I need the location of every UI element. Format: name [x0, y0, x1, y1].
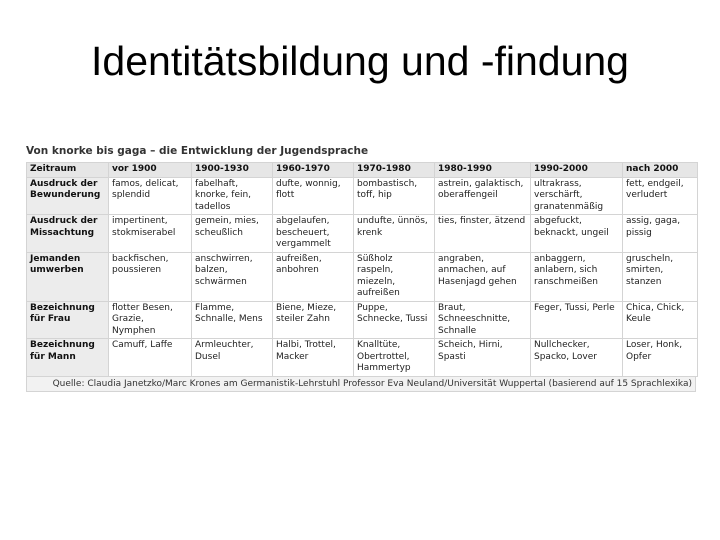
table-cell: Camuff, Laffe	[109, 339, 191, 376]
table-cell: Armleuchter, Dusel	[192, 339, 272, 376]
table-cell: Chica, Chick, Keule	[623, 302, 697, 339]
column-header: 1960-1970	[273, 163, 353, 177]
table-cell: ultrakrass, verschärft, granatenmäßig	[531, 178, 622, 215]
table-cell: Braut, Schneeschnitte, Schnalle	[435, 302, 530, 339]
table-row	[27, 178, 697, 215]
slide-title: Identitätsbildung und -findung	[91, 38, 629, 84]
row-header: Bezeichnung für Mann	[27, 339, 108, 376]
table-cell: Biene, Mieze, steiler Zahn	[273, 302, 353, 339]
table-cell: anschwirren, balzen, schwärmen	[192, 253, 272, 301]
table-cell: flotter Besen, Grazie, Nymphen	[109, 302, 191, 339]
column-header: 1990-2000	[531, 163, 622, 177]
row-header: Bezeichnung für Frau	[27, 302, 108, 339]
column-header: Zeitraum	[27, 163, 108, 177]
table-cell: fabelhaft, knorke, fein, tadellos	[192, 178, 272, 215]
table-cell: anbaggern, anlabern, sich ranschmeißen	[531, 253, 622, 301]
table-cell: abgefuckt, beknackt, ungeil	[531, 215, 622, 252]
table-cell: impertinent, stokmiserabel	[109, 215, 191, 252]
table-caption: Von knorke bis gaga – die Entwicklung der Jugendsprache	[26, 145, 369, 157]
table-cell: famos, delicat, splendid	[109, 178, 191, 215]
table-row	[27, 339, 697, 376]
table-cell: astrein, galaktisch, oberaffengeil	[435, 178, 530, 215]
table-header-row	[27, 163, 697, 177]
table-cell: Scheich, Hirni, Spasti	[435, 339, 530, 376]
table-cell: Feger, Tussi, Perle	[531, 302, 622, 339]
row-header: Ausdruck der Bewunderung	[27, 178, 108, 215]
table-cell: Süßholz raspeln, miezeln, aufreißen	[354, 253, 434, 301]
column-header: 1900-1930	[192, 163, 272, 177]
table-row	[27, 215, 697, 252]
table-cell: Loser, Honk, Opfer	[623, 339, 697, 376]
table-cell: fett, endgeil, verludert	[623, 178, 697, 215]
row-header: Ausdruck der Missachtung	[27, 215, 108, 252]
table-row	[27, 302, 697, 339]
column-header: 1980-1990	[435, 163, 530, 177]
table-figure	[26, 140, 696, 392]
table-row	[27, 253, 697, 301]
table-cell: aufreißen, anbohren	[273, 253, 353, 301]
table-cell: backfischen, poussieren	[109, 253, 191, 301]
column-header: nach 2000	[623, 163, 697, 177]
table-cell: Nullchecker, Spacko, Lover	[531, 339, 622, 376]
table-cell: gemein, mies, scheußlich	[192, 215, 272, 252]
source-note: Quelle: Claudia Janetzko/Marc Krones am Germanistik-Lehrstuhl Professor Eva Neuland/Universität Wuppertal (basierend auf 15 Sprachlexika)	[26, 377, 696, 392]
table-cell: bombastisch, toff, hip	[354, 178, 434, 215]
column-header: 1970-1980	[354, 163, 434, 177]
row-header: Jemanden umwerben	[27, 253, 108, 301]
table-cell: angraben, anmachen, auf Hasenjagd gehen	[435, 253, 530, 301]
column-header: vor 1900	[109, 163, 191, 177]
table-cell: undufte, ünnös, krenk	[354, 215, 434, 252]
table-cell: Flamme, Schnalle, Mens	[192, 302, 272, 339]
table-cell: gruscheln, smirten, stanzen	[623, 253, 697, 301]
youth-language-table	[26, 162, 698, 377]
table-cell: Halbi, Trottel, Macker	[273, 339, 353, 376]
table-cell: Puppe, Schnecke, Tussi	[354, 302, 434, 339]
table-cell: assig, gaga, pissig	[623, 215, 697, 252]
table-cell: Knalltüte, Obertrottel, Hammertyp	[354, 339, 434, 376]
table-cell: dufte, wonnig, flott	[273, 178, 353, 215]
table-cell: abgelaufen, bescheuert, vergammelt	[273, 215, 353, 252]
table-cell: ties, finster, ätzend	[435, 215, 530, 252]
